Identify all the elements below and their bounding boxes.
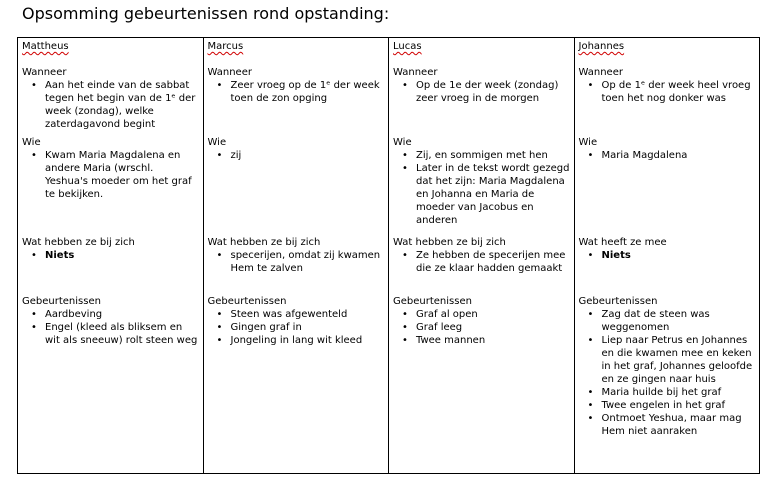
section-label: Wie bbox=[578, 137, 598, 148]
section-label: Gebeurtenissen bbox=[207, 296, 287, 307]
section-gebeurtenissen bbox=[208, 295, 385, 347]
list-item: • Op de 1e der week (zondag) zeer vroeg in de morgen bbox=[416, 79, 570, 105]
section-wie bbox=[393, 136, 570, 236]
section-wie bbox=[208, 136, 385, 236]
column-johannes bbox=[574, 38, 760, 474]
list-item: • Maria Magdalena bbox=[602, 149, 756, 162]
list-item: • Twee mannen bbox=[416, 334, 570, 347]
section-wie bbox=[22, 136, 199, 236]
section-wie bbox=[579, 136, 756, 236]
list-item: • specerijen, omdat zij kwamen Hem te zalven bbox=[231, 249, 385, 275]
table-row bbox=[18, 38, 760, 474]
section-label: Wat hebben ze bij zich bbox=[393, 237, 506, 248]
section-label: Wanneer bbox=[578, 67, 623, 78]
column-marcus bbox=[203, 38, 389, 474]
page-title: Opsomming gebeurtenissen rond opstanding: bbox=[22, 4, 390, 23]
section-label: Gebeurtenissen bbox=[578, 296, 658, 307]
list-item: • Graf leeg bbox=[416, 321, 570, 334]
section-label: Wat heeft ze mee bbox=[578, 237, 667, 248]
section-gebeurtenissen bbox=[393, 295, 570, 347]
column-lucas bbox=[389, 38, 575, 474]
column-mattheus bbox=[18, 38, 204, 474]
list-item: • zij bbox=[231, 149, 385, 162]
section-wanneer bbox=[208, 66, 385, 136]
section-gebeurtenissen bbox=[22, 295, 199, 347]
events-table bbox=[17, 37, 760, 474]
column-header: Marcus bbox=[207, 41, 244, 52]
section-label: Gebeurtenissen bbox=[393, 296, 472, 307]
section-label: Gebeurtenissen bbox=[22, 296, 101, 307]
list-item: • Aardbeving bbox=[45, 308, 199, 321]
section-gebeurtenissen bbox=[579, 295, 756, 438]
column-header: Johannes bbox=[578, 41, 625, 52]
list-item: • Niets bbox=[602, 249, 756, 262]
list-item: • Ontmoet Yeshua, maar mag Hem niet aanraken bbox=[602, 412, 756, 438]
section-wat bbox=[22, 236, 199, 295]
column-header: Mattheus bbox=[22, 41, 69, 52]
section-wat bbox=[208, 236, 385, 295]
section-label: Wanneer bbox=[22, 67, 67, 78]
section-wanneer bbox=[393, 66, 570, 136]
section-label: Wat hebben ze bij zich bbox=[22, 237, 135, 248]
list-item: • Aan het einde van de sabbat tegen het begin van de 1ᵉ der week (zondag), welke zaterdagavond begint bbox=[45, 79, 199, 131]
list-item: • Kwam Maria Magdalena en andere Maria (wrschl. Yeshua's moeder om het graf te bekijken. bbox=[45, 149, 199, 201]
section-wanneer bbox=[579, 66, 756, 136]
list-item: • Maria huilde bij het graf bbox=[602, 386, 756, 399]
section-label: Wat hebben ze bij zich bbox=[207, 237, 321, 248]
section-label: Wie bbox=[207, 137, 227, 148]
list-item: • Gingen graf in bbox=[231, 321, 385, 334]
list-item: • Steen was afgewenteld bbox=[231, 308, 385, 321]
list-item: • Zij, en sommigen met hen bbox=[416, 149, 570, 162]
column-header: Lucas bbox=[393, 41, 422, 52]
list-item: • Ze hebben de specerijen mee die ze klaar hadden gemaakt bbox=[416, 249, 570, 275]
list-item: • Later in de tekst wordt gezegd dat het zijn: Maria Magdalena en Johanna en Maria de moeder van Jacobus en anderen bbox=[416, 162, 570, 227]
section-label: Wanneer bbox=[207, 67, 252, 78]
list-item: • Op de 1ᵉ der week heel vroeg toen het nog donker was bbox=[602, 79, 756, 105]
section-wanneer bbox=[22, 66, 199, 136]
list-item: • Jongeling in lang wit kleed bbox=[231, 334, 385, 347]
list-item: • Niets bbox=[45, 249, 199, 262]
list-item: • Liep naar Petrus en Johannes en die kwamen mee en keken in het graf, Johannes geloofde en ze gingen naar huis bbox=[602, 334, 756, 386]
section-label: Wie bbox=[393, 137, 412, 148]
list-item: • Graf al open bbox=[416, 308, 570, 321]
section-label: Wie bbox=[22, 137, 41, 148]
list-item: • Zag dat de steen was weggenomen bbox=[602, 308, 756, 334]
section-wat bbox=[579, 236, 756, 295]
section-wat bbox=[393, 236, 570, 295]
list-item: • Zeer vroeg op de 1ᵉ der week toen de zon opging bbox=[231, 79, 385, 105]
list-item: • Twee engelen in het graf bbox=[602, 399, 756, 412]
section-label: Wanneer bbox=[393, 67, 438, 78]
list-item: • Engel (kleed als bliksem en wit als sneeuw) rolt steen weg bbox=[45, 321, 199, 347]
